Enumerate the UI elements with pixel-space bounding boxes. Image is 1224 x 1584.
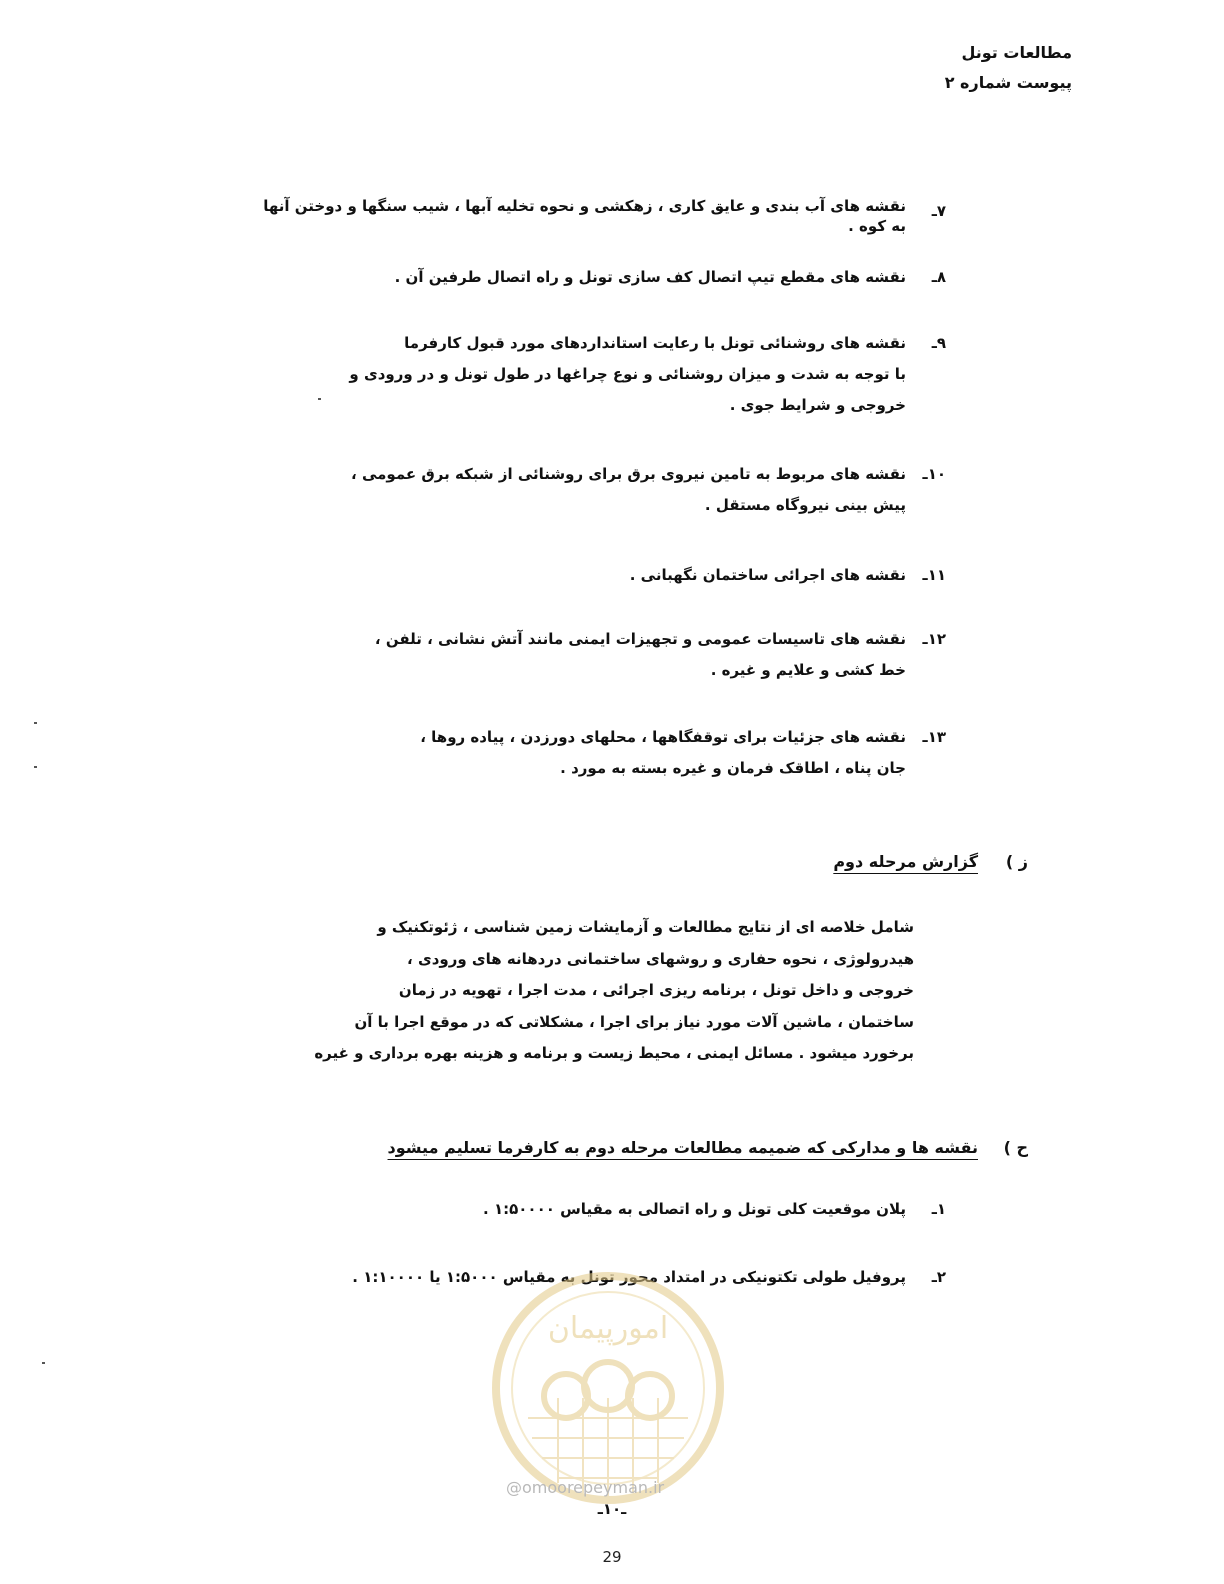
seal-text: امورپیمان: [547, 1311, 669, 1346]
section-letter: ح ): [1003, 1138, 1028, 1157]
section-heading: نقشه ها و مدارکی که ضمیمه مطالعات مرحله دوم به کارفرما تسلیم میشود: [387, 1138, 978, 1157]
section-z: [258, 852, 1028, 871]
item-line: جان پناه ، اطاقک فرمان و غیره بسته به مورد .: [560, 759, 906, 777]
item-line: نقشه های مربوط به تامین نیروی برق برای روشنائی از شبکه برق عمومی ،: [351, 465, 906, 483]
item-line: نقشه های مقطع تیپ اتصال کف سازی تونل و راه اتصال طرفین آن .: [394, 268, 906, 286]
list-item: [206, 624, 946, 686]
item-number: ۹ـ: [931, 334, 946, 352]
item-number: ۲ـ: [931, 1268, 946, 1286]
item-number: ۱۰ـ: [922, 465, 946, 483]
paragraph-line: هیدرولوژی ، نحوه حفاری و روشهای ساختمانی دردهانه های ورودی ،: [407, 949, 914, 968]
watermark-url: @omoorepeyman.ir: [506, 1478, 665, 1497]
paragraph-line: برخورد میشود . مسائل ایمنی ، محیط زیست و برنامه و هزینه بهره برداری و غیره: [314, 1044, 914, 1062]
list-item: [206, 196, 946, 236]
header-appendix: پیوست شماره ۲: [944, 73, 1072, 92]
list-item: [206, 459, 946, 521]
scan-speck: [42, 1362, 45, 1364]
scan-speck: [34, 766, 37, 768]
list-item: [206, 1194, 946, 1225]
section-letter: ز ): [1005, 852, 1028, 871]
section-heading: گزارش مرحله دوم: [833, 852, 978, 871]
list-item: [206, 560, 946, 591]
scan-speck: [34, 722, 37, 724]
item-number: ۸ـ: [931, 268, 946, 286]
item-line: نقشه های اجرائی ساختمان نگهبانی .: [629, 566, 906, 584]
paragraph-line: خروجی و داخل تونل ، برنامه ریزی اجرائی ، مدت اجرا ، تهویه در زمان: [398, 981, 914, 999]
item-line: نقشه های جزئیات برای توقفگاهها ، محلهای دورزدن ، پیاده روها ،: [420, 728, 906, 746]
header-title: مطالعات تونل: [961, 43, 1072, 62]
item-number: ۱۳ـ: [922, 728, 946, 746]
item-number: ۱ـ: [931, 1200, 946, 1218]
list-item: [206, 262, 946, 293]
section-h: [258, 1138, 1028, 1157]
paragraph-line: ساختمان ، ماشین آلات مورد نیاز برای اجرا ، مشکلاتی که در موقع اجرا با آن: [354, 1012, 914, 1031]
scan-speck: [318, 398, 321, 400]
paragraph-line: شامل خلاصه ای از نتایج مطالعات و آزمایشات زمین شناسی ، ژئوتکنیک و: [377, 918, 914, 936]
item-line: پیش بینی نیروگاه مستقل .: [704, 496, 906, 514]
item-line: خروجی و شرایط جوی .: [729, 396, 906, 414]
document-header: [672, 38, 1072, 98]
scan-page-number: 29: [602, 1548, 622, 1566]
item-line: خط کشی و علایم و غیره .: [710, 661, 906, 679]
item-number: ۱۲ـ: [922, 630, 946, 648]
page-number-label: ـ۱۰ـ: [597, 1500, 627, 1518]
item-line: پلان موقعیت کلی تونل و راه اتصالی به مقیاس ۱:۵۰۰۰۰ .: [483, 1200, 906, 1218]
watermark-seal-icon: [488, 1268, 728, 1508]
item-line: نقشه های روشنائی تونل با رعایت استانداردهای مورد قبول کارفرما: [404, 334, 906, 352]
item-number: ۱۱ـ: [922, 566, 946, 584]
item-line: به کوه .: [848, 217, 906, 235]
section-z-paragraph: [194, 912, 914, 1070]
item-line: پروفیل طولی تکتونیکی در امتداد محور تونل به مقیاس ۱:۵۰۰۰ یا ۱:۱۰۰۰۰ .: [352, 1268, 906, 1286]
list-item: [206, 328, 946, 421]
item-line: نقشه های آب بندی و عایق کاری ، زهکشی و نحوه تخلیه آبها ، شیب سنگها و دوختن آنها: [263, 197, 906, 215]
list-item: [206, 722, 946, 784]
item-line: با توجه به شدت و میزان روشنائی و نوع چراغها در طول تونل و در ورودی و: [349, 365, 906, 383]
item-number: ۷ـ: [931, 202, 946, 220]
item-line: نقشه های تاسیسات عمومی و تجهیزات ایمنی مانند آتش نشانی ، تلفن ،: [374, 630, 906, 648]
